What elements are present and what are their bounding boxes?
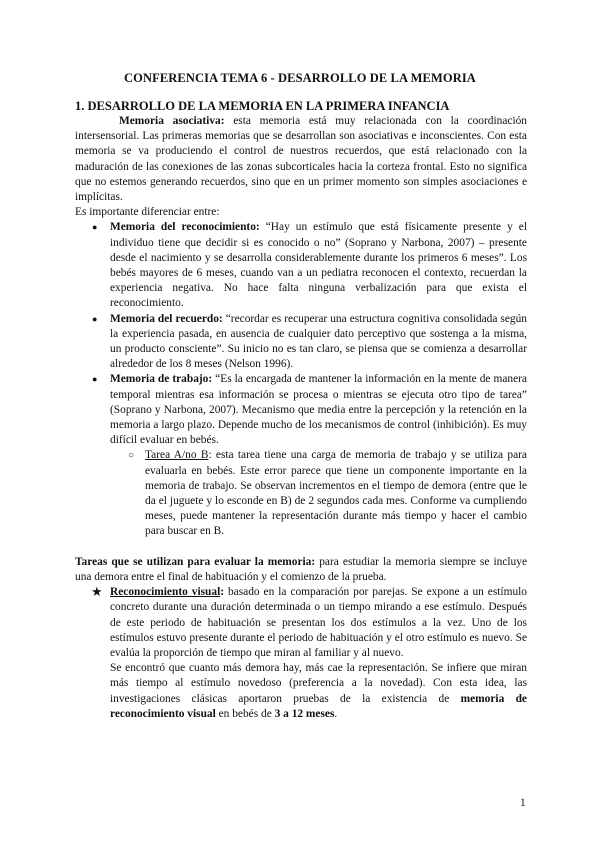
section-heading: 1. DESARROLLO DE LA MEMORIA EN LA PRIMERA INFANCIA — [75, 99, 450, 113]
star-item-term: Reconocimiento visual — [110, 586, 221, 599]
sub-item-text: : esta tarea tiene una carga de memoria de trabajo y se utiliza para evaluarla en bebés. Este error parece que tiene un componente importante en la memoria de trabajo. Se observan incrementos en el tiempo de demora (entre que le da el juguete y lo esconde en B) de 2 segundos cada mes. Conforme va cumpliendo meses, puede mantener la representación durante más tiempo y hacer el cambio para buscar en B. — [145, 449, 527, 538]
intro-text: esta memoria está muy relacionada con la coordinación intersensorial. Las primeras memorias que se desarrollan son asociativas e inconscientes. Con esta memoria se va produciendo el control de nuestros recuerdos, que está relacionado con la maduración de las conexiones de las zonas subcorticales hacia la corteza frontal. Esto no significa que no estemos generando recuerdos, sino que en un primer momento son simples asociaciones e implícitas. — [75, 115, 527, 204]
star-item-text: basado en la comparación por parejas. Se expone a un estímulo concreto durante una duración determinada o un tiempo mirando a ese estímulo. Después de este periodo de habituación se presentan los dos estímulos a la vez. Uno de los estímulos estuvo presente durante el periodo de habituación y el otro estímulo es nuevo. Se evalúa la proporción de tiempo que miran al familiar y al nuevo. — [110, 586, 528, 659]
list-item — [75, 372, 527, 448]
tasks-text: para estudiar la memoria siempre se incluye una demora entre el final de habituación y el comienzo de la prueba. — [75, 555, 527, 583]
list-item — [75, 312, 527, 373]
intro-term: Memoria asociativa: — [119, 115, 225, 127]
document-body — [75, 114, 527, 722]
hollow-bullet-icon: ○ — [128, 450, 135, 462]
star-item-colon: : — [220, 586, 225, 599]
lead-paragraph: Es importante diferenciar entre: — [75, 206, 220, 219]
continuation-bold-term: memoria de reconocimiento visual — [110, 692, 527, 720]
tasks-term: Tareas que se utilizan para evaluar la memoria: — [75, 555, 316, 568]
page-number: 1 — [520, 797, 526, 809]
continuation-text: Se encontró que cuanto más demora hay, más cae la representación. Se infiere que miran más tiempo al estímulo novedoso (preferencia a la novedad). Con esta idea, las investigaciones clásicas aportaron pruebas de la existencia de — [110, 662, 527, 705]
list-item-text: “Hay un estímulo que está físicamente presente y el individuo tiene que decidir si es conocido o no” (Soprano y Narbona, 2007) – presente desde el nacimiento y se desarrolla considerablemente durante los primeros 6 meses”. Los bebés mayores de 6 meses, cuando van a un pediatra reconocen el contexto, recuerdan la experiencia negativa. No hace falta ninguna verbalización para que exista el reconocimiento. — [110, 221, 527, 310]
tasks-paragraph — [75, 555, 527, 585]
sub-list-item — [75, 448, 527, 539]
bullet-icon: ● — [92, 222, 98, 233]
star-item-continuation — [110, 661, 527, 722]
star-list-item — [75, 585, 527, 722]
sub-item-term: Tarea A/no B — [145, 449, 209, 462]
bullet-icon: ● — [92, 374, 98, 385]
intro-paragraph — [75, 114, 527, 205]
list-item-term: Memoria del reconocimiento: — [110, 221, 260, 234]
bullet-icon: ● — [92, 313, 98, 324]
list-item-term: Memoria de trabajo: — [110, 373, 213, 386]
list-item-term: Memoria del recuerdo: — [110, 312, 223, 325]
star-icon: ★ — [91, 584, 103, 600]
continuation-end: . — [334, 707, 338, 720]
list-item — [75, 220, 527, 311]
list-item-text: “Es la encargada de mantener la información en la mente de manera temporal mientras esa información se procesa o mientras se ejecuta otro tipo de tarea” (Soprano y Narbona, 2007). Mecanismo que media entre la percepción y la retención en la memoria a largo plazo. Depende mucho de los mecanismos de control (inhibición). Es muy difícil evaluar en bebés. — [110, 373, 527, 447]
memory-types-list — [75, 220, 527, 539]
document-title: CONFERENCIA TEMA 6 - DESARROLLO DE LA MEMORIA — [124, 71, 476, 85]
list-item-text: “recordar es recuperar una estructura cognitiva consolidada según la experiencia pasada, en ausencia de cualquier dato perceptivo que sostenga a la misma, un producto consciente”. Su inicio no es tan claro, se piensa que se comienza a desarrollar alrededor de los 8 meses (Nelson 1996). — [110, 312, 527, 371]
continuation-bold-range: 3 a 12 meses — [274, 707, 335, 720]
continuation-mid-text: en bebés de — [215, 707, 275, 720]
